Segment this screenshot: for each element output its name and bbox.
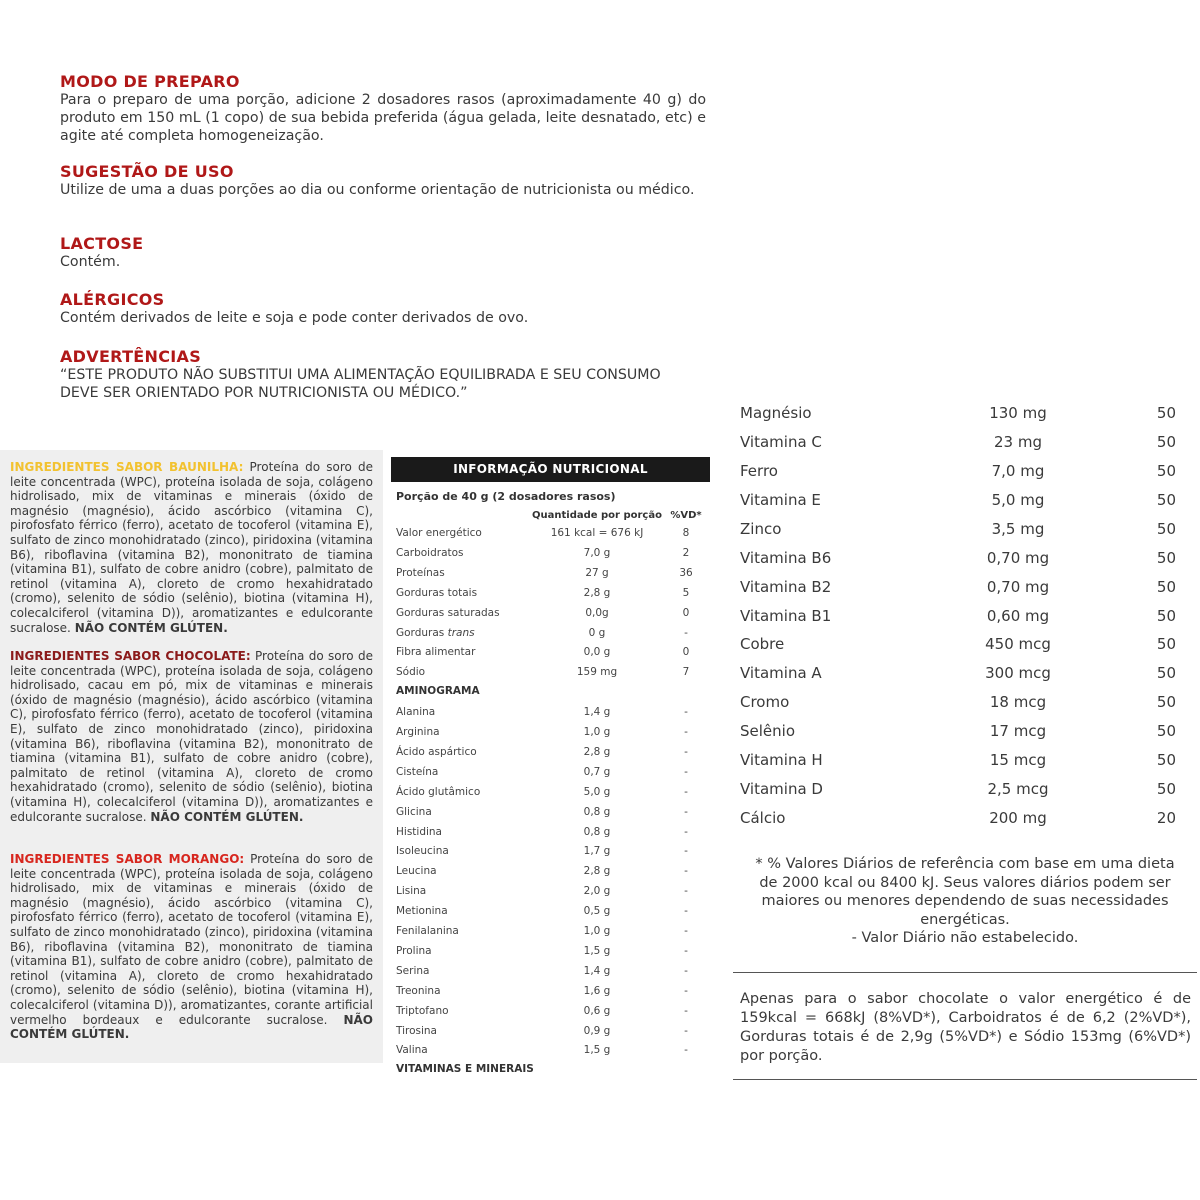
amino-vd: - bbox=[684, 905, 688, 918]
chocolate-note: Apenas para o sabor chocolate o valor energético é de 159kcal = 668kJ (8%VD*), Carboidratos é de 6,2 (2%VD*), Gorduras totais é de 2,9g (5%VD*) e Sódio 153mg (6%VD*) por porção. bbox=[740, 991, 1191, 1064]
vitamin-name: Magnésio bbox=[740, 404, 812, 422]
nutrition-table bbox=[391, 457, 710, 1076]
nutrition-header: INFORMAÇÃO NUTRICIONAL bbox=[391, 457, 710, 482]
amino-quantity: 1,5 g bbox=[583, 1044, 611, 1057]
vitamin-quantity: 0,70 mg bbox=[986, 548, 1050, 567]
vitamin-row bbox=[740, 549, 1176, 578]
amino-quantity: 2,0 g bbox=[583, 885, 611, 898]
gluten-free-notice: NÃO CONTÉM GLÚTEN. bbox=[10, 1012, 373, 1042]
vitamin-row bbox=[740, 404, 1176, 433]
vitamin-name: Vitamina A bbox=[740, 664, 822, 683]
amino-quantity: 2,8 g bbox=[583, 865, 611, 878]
vitamin-quantity: 0,60 mg bbox=[986, 606, 1050, 625]
vitamin-row bbox=[740, 607, 1176, 636]
vitamin-name: Vitamina E bbox=[740, 490, 821, 509]
aminogram-row bbox=[391, 1044, 710, 1064]
aminogram-row bbox=[391, 726, 710, 746]
section-title: ADVERTÊNCIAS bbox=[60, 347, 202, 366]
amino-quantity: 1,0 g bbox=[583, 925, 611, 937]
section-title: MODO DE PREPARO bbox=[60, 72, 240, 91]
vitamin-row bbox=[740, 520, 1176, 549]
vitamin-vd: 20 bbox=[1156, 809, 1176, 828]
amino-name: Ácido glutâmico bbox=[396, 785, 481, 798]
divider bbox=[733, 972, 1197, 973]
nutrient-vd: 7 bbox=[682, 666, 690, 679]
section-title: ALÉRGICOS bbox=[60, 290, 165, 309]
amino-vd: - bbox=[684, 865, 688, 878]
aminogram-row bbox=[391, 845, 710, 865]
amino-name: Cisteína bbox=[396, 765, 439, 778]
vitamin-vd: 50 bbox=[1156, 780, 1176, 799]
section-text: Utilize de uma a duas porções ao dia ou conforme orientação de nutricionista ou médico. bbox=[60, 182, 695, 198]
vitamin-quantity: 18 mcg bbox=[989, 693, 1047, 712]
vitamin-name: Vitamina B1 bbox=[740, 606, 832, 625]
amino-quantity: 1,4 g bbox=[583, 706, 611, 719]
vitamin-name: Selênio bbox=[740, 722, 795, 741]
section-advertencias bbox=[60, 348, 680, 402]
amino-quantity: 1,5 g bbox=[583, 944, 611, 957]
amino-quantity: 0,5 g bbox=[583, 905, 611, 918]
divider bbox=[733, 1079, 1197, 1080]
amino-vd: - bbox=[684, 984, 688, 997]
nutrient-quantity: 0 g bbox=[588, 626, 606, 639]
vitamin-name: Ferro bbox=[740, 461, 778, 480]
amino-vd: - bbox=[684, 745, 688, 758]
vitamin-vd: 50 bbox=[1156, 635, 1176, 654]
vitamin-vd: 50 bbox=[1156, 432, 1176, 451]
amino-name: Isoleucina bbox=[396, 845, 449, 858]
section-title: SUGESTÃO DE USO bbox=[60, 162, 234, 181]
amino-name: Ácido aspártico bbox=[396, 745, 477, 758]
gluten-free-notice: NÃO CONTÉM GLÚTEN. bbox=[74, 620, 228, 635]
nutrient-vd: - bbox=[684, 626, 688, 639]
column-header-vd: %VD* bbox=[670, 510, 702, 521]
nutrient-name: Valor energético bbox=[396, 527, 482, 539]
vitamin-quantity: 450 mcg bbox=[985, 635, 1051, 654]
amino-quantity: 1,4 g bbox=[583, 964, 611, 977]
nutrient-vd: 0 bbox=[682, 646, 690, 659]
vitamin-row bbox=[740, 462, 1176, 491]
vitamin-row bbox=[740, 693, 1176, 722]
nutrient-name-text: Gorduras bbox=[396, 626, 448, 639]
nutrient-quantity: 161 kcal = 676 kJ bbox=[550, 527, 644, 539]
nutrient-quantity: 27 g bbox=[585, 566, 609, 579]
ingredients-title: INGREDIENTES SABOR CHOCOLATE: bbox=[10, 649, 251, 663]
vitamin-vd: 50 bbox=[1156, 606, 1176, 625]
vitamin-name: Cromo bbox=[740, 693, 790, 712]
vitamin-vd: 50 bbox=[1156, 461, 1176, 480]
section-modo-de-preparo bbox=[60, 73, 706, 145]
amino-vd: - bbox=[684, 825, 688, 838]
aminogram-row bbox=[391, 1005, 710, 1025]
nutrient-vd: 8 bbox=[682, 527, 690, 539]
section-sugestao-de-uso bbox=[60, 163, 706, 199]
vitamins-minerals-title: VITAMINAS E MINERAIS bbox=[396, 1063, 534, 1076]
amino-quantity: 1,0 g bbox=[583, 726, 611, 738]
column-header-quantity: Quantidade por porção bbox=[532, 510, 662, 521]
vitamin-row bbox=[740, 780, 1176, 809]
vitamin-vd: 50 bbox=[1156, 751, 1176, 770]
amino-quantity: 1,7 g bbox=[583, 845, 611, 858]
vitamin-row bbox=[740, 664, 1176, 693]
vitamin-quantity: 2,5 mcg bbox=[987, 780, 1049, 799]
nutrient-quantity: 159 mg bbox=[576, 666, 618, 679]
vitamin-row bbox=[740, 578, 1176, 607]
nutrient-quantity: 7,0 g bbox=[583, 546, 611, 559]
section-text: Contém derivados de leite e soja e pode conter derivados de ovo. bbox=[60, 310, 529, 326]
amino-vd: - bbox=[684, 706, 688, 719]
amino-name: Valina bbox=[396, 1044, 428, 1057]
nutrient-quantity: 2,8 g bbox=[583, 586, 611, 599]
vitamin-name: Vitamina H bbox=[740, 751, 823, 770]
vitamin-vd: 50 bbox=[1156, 404, 1176, 422]
amino-name: Leucina bbox=[396, 865, 437, 878]
portion-size: Porção de 40 g (2 dosadores rasos) bbox=[396, 490, 616, 503]
vitamin-quantity: 5,0 mg bbox=[991, 490, 1045, 509]
amino-quantity: 1,6 g bbox=[583, 984, 611, 997]
vitamin-vd: 50 bbox=[1156, 693, 1176, 712]
nutrient-vd: 36 bbox=[679, 566, 693, 579]
aminogram-row bbox=[391, 806, 710, 826]
ingredients-text: Proteína do soro de leite concentrada (WPC), proteína isolada de soja, colágeno hidrolisado, mix de vitaminas e minerais (óxido de magnésio (magnésio), ácido ascórbico (vitamina C), pirofosfato férrico (ferro), acetato de tocoferol (vitamina E), sulfato de zinco monohidratado (zinco), piridoxina (vitamina B6), riboflavina (vitamina B2), mononitrato de tiamina (vitamina B1), sulfato de cobre anidro (cobre), palmitato de retinol (vitamina A), cloreto de cromo hexahidratado (cromo), selenito de sódio (selênio), biotina (vitamina H), colecalciferol (vitamina D)), aromatizantes, corante artificial vermelho bordeaux e edulcorante sucralose. bbox=[10, 852, 373, 1027]
vitamin-vd: 50 bbox=[1156, 664, 1176, 683]
nutrition-row bbox=[391, 627, 710, 647]
nutrient-quantity: 0,0g bbox=[585, 606, 609, 619]
amino-name: Triptofano bbox=[396, 1004, 449, 1017]
nutrient-name: Sódio bbox=[396, 666, 426, 679]
vitamin-name: Vitamina B2 bbox=[740, 577, 832, 596]
vitamin-row bbox=[740, 635, 1176, 664]
amino-name: Fenilalanina bbox=[396, 925, 459, 937]
vitamin-name: Vitamina D bbox=[740, 780, 823, 799]
ingredients-chocolate bbox=[10, 649, 373, 824]
nutrient-name: Fibra alimentar bbox=[396, 646, 476, 659]
amino-vd: - bbox=[684, 1044, 688, 1057]
vitamin-name: Cobre bbox=[740, 635, 785, 654]
amino-name: Prolina bbox=[396, 944, 432, 957]
amino-name: Tirosina bbox=[396, 1024, 437, 1037]
aminogram-row bbox=[391, 746, 710, 766]
gluten-free-notice: NÃO CONTÉM GLÚTEN. bbox=[150, 809, 304, 824]
amino-quantity: 2,8 g bbox=[583, 745, 611, 758]
vitamin-vd: 50 bbox=[1156, 490, 1176, 509]
nutrient-name: Gorduras totais bbox=[396, 586, 478, 599]
amino-vd: - bbox=[684, 1004, 688, 1017]
nutrition-row bbox=[391, 666, 710, 686]
section-text: Contém. bbox=[60, 254, 121, 270]
vitamin-name: Vitamina B6 bbox=[740, 548, 832, 567]
amino-quantity: 0,6 g bbox=[583, 1004, 611, 1017]
vitamin-row bbox=[740, 809, 1176, 838]
nutrient-vd: 0 bbox=[682, 606, 690, 619]
vitamin-quantity: 3,5 mg bbox=[991, 519, 1045, 538]
nutrition-row bbox=[391, 527, 710, 547]
footnote-vd-reference: * % Valores Diários de referência com base em uma dieta de 2000 kcal ou 8400 kJ. Seus valores diários podem ser maiores ou menores dependendo de suas necessidades energéticas. bbox=[755, 856, 1175, 928]
aminogram-row bbox=[391, 945, 710, 965]
aminogram-row bbox=[391, 985, 710, 1005]
ingredients-title: INGREDIENTES SABOR BAUNILHA: bbox=[10, 460, 244, 474]
amino-vd: - bbox=[684, 765, 688, 778]
ingredients-panel bbox=[0, 450, 383, 1063]
aminogram-row bbox=[391, 706, 710, 726]
amino-name: Metionina bbox=[396, 905, 448, 918]
vitamin-name: Cálcio bbox=[740, 809, 786, 828]
amino-name: Serina bbox=[396, 964, 430, 977]
vitamin-quantity: 17 mcg bbox=[989, 722, 1047, 741]
ingredients-baunilha bbox=[10, 460, 373, 635]
footnote-not-established: - Valor Diário não estabelecido. bbox=[851, 930, 1079, 946]
aminogram-row bbox=[391, 885, 710, 905]
amino-vd: - bbox=[684, 944, 688, 957]
aminogram-row bbox=[391, 786, 710, 806]
nutrient-name: Gorduras saturadas bbox=[396, 606, 500, 619]
amino-vd: - bbox=[684, 845, 688, 858]
vitamin-vd: 50 bbox=[1156, 548, 1176, 567]
amino-vd: - bbox=[684, 964, 688, 977]
aminogram-title: AMINOGRAMA bbox=[396, 685, 480, 698]
nutrient-name bbox=[396, 627, 475, 639]
nutrient-name-italic: trans bbox=[447, 626, 475, 639]
nutrient-name: Carboidratos bbox=[396, 546, 464, 559]
amino-name: Treonina bbox=[396, 984, 441, 997]
section-text: “ESTE PRODUTO NÃO SUBSTITUI UMA ALIMENTAÇÃO EQUILIBRADA E SEU CONSUMO DEVE SER ORIENTADO POR NUTRICIONISTA OU MÉDICO.” bbox=[60, 367, 661, 401]
vitamin-quantity: 15 mcg bbox=[989, 751, 1047, 770]
section-alergicos bbox=[60, 291, 706, 327]
amino-quantity: 5,0 g bbox=[583, 785, 611, 798]
ingredients-text: Proteína do soro de leite concentrada (WPC), proteína isolada de soja, colágeno hidrolisado, mix de vitaminas e minerais (óxido de magnésio (magnésio), ácido ascórbico (vitamina C), pirofosfato férrico (ferro), acetato de tocoferol (vitamina E), sulfato de zinco monohidratado (zinco), piridoxina (vitamina B6), riboflavina (vitamina B2), mononitrato de tiamina (vitamina B1), sulfato de cobre anidro (cobre), palmitato de retinol (vitamina A), cloreto de cromo hexahidratado (cromo), selenito de sódio (selênio), biotina (vitamina H), colecalciferol (vitamina D)), aromatizantes e edulcorante sucralose. bbox=[10, 460, 373, 635]
nutrition-row bbox=[391, 547, 710, 567]
vitamin-vd: 50 bbox=[1156, 722, 1176, 741]
aminogram-row bbox=[391, 965, 710, 985]
vitamin-vd: 50 bbox=[1156, 519, 1176, 538]
aminogram-row bbox=[391, 865, 710, 885]
section-title: LACTOSE bbox=[60, 234, 144, 253]
vitamin-quantity: 23 mg bbox=[994, 432, 1042, 451]
vitamin-name: Zinco bbox=[740, 519, 782, 538]
vitamin-quantity: 0,70 mg bbox=[986, 577, 1050, 596]
amino-vd: - bbox=[684, 925, 688, 937]
aminogram-row bbox=[391, 905, 710, 925]
ingredients-text: Proteína do soro de leite concentrada (WPC), proteína isolada de soja, colágeno hidrolisado, cacau em pó, mix de vitaminas e minerais (óxido de magnésio (magnésio), ácido ascórbico (vitamina C), pirofosfato férrico (ferro), acetato de tocoferol (vitamina E), sulfato de zinco monohidratado (zinco), piridoxina (vitamina B6), riboflavina (vitamina B2), mononitrato de tiamina (vitamina B1), sulfato de cobre anidro (cobre), palmitato de retinol (vitamina A), cloreto de cromo hexahidratado (cromo), selenito de sódio (selênio), biotina (vitamina H), colecalciferol (vitamina D)), aromatizantes e edulcorante sucralose. bbox=[10, 649, 373, 824]
amino-name: Alanina bbox=[396, 706, 436, 719]
vitamin-vd: 50 bbox=[1156, 577, 1176, 596]
amino-name: Glicina bbox=[396, 805, 432, 818]
nutrition-row bbox=[391, 646, 710, 666]
vitamin-name: Vitamina C bbox=[740, 432, 822, 451]
amino-vd: - bbox=[684, 726, 688, 738]
amino-vd: - bbox=[684, 805, 688, 818]
section-lactose bbox=[60, 235, 706, 271]
vitamin-quantity: 200 mg bbox=[989, 809, 1047, 828]
section-text: Para o preparo de uma porção, adicione 2 dosadores rasos (aproximadamente 40 g) do produto em 150 mL (1 copo) de sua bebida preferida (água gelada, leite desnatado, etc) e agite até completa homogeneização. bbox=[60, 92, 706, 144]
vitamin-quantity: 7,0 mg bbox=[991, 461, 1045, 480]
aminogram-row bbox=[391, 826, 710, 846]
vitamin-quantity: 300 mcg bbox=[985, 664, 1051, 683]
amino-quantity: 0,7 g bbox=[583, 765, 611, 778]
amino-name: Arginina bbox=[396, 726, 440, 738]
nutrition-row bbox=[391, 567, 710, 587]
nutrient-vd: 5 bbox=[682, 586, 690, 599]
nutrient-quantity: 0,0 g bbox=[583, 646, 611, 659]
amino-name: Histidina bbox=[396, 825, 442, 838]
amino-vd: - bbox=[684, 885, 688, 898]
vitamin-row bbox=[740, 722, 1176, 751]
vitamin-row bbox=[740, 433, 1176, 462]
nutrient-vd: 2 bbox=[682, 546, 690, 559]
nutrition-row bbox=[391, 607, 710, 627]
amino-quantity: 0,9 g bbox=[583, 1024, 611, 1037]
amino-quantity: 0,8 g bbox=[583, 825, 611, 838]
footnote bbox=[745, 855, 1185, 948]
ingredients-morango bbox=[10, 852, 373, 1042]
amino-vd: - bbox=[684, 785, 688, 798]
ingredients-title: INGREDIENTES SABOR MORANGO: bbox=[10, 852, 245, 866]
aminogram-row bbox=[391, 766, 710, 786]
amino-quantity: 0,8 g bbox=[583, 805, 611, 818]
vitamin-row bbox=[740, 491, 1176, 520]
amino-name: Lisina bbox=[396, 885, 427, 898]
aminogram-row bbox=[391, 1025, 710, 1045]
nutrition-row bbox=[391, 587, 710, 607]
vitamin-quantity: 130 mg bbox=[989, 404, 1047, 422]
amino-vd: - bbox=[684, 1024, 688, 1037]
aminogram-row bbox=[391, 925, 710, 945]
vitamin-row bbox=[740, 751, 1176, 780]
nutrient-name: Proteínas bbox=[396, 566, 445, 579]
